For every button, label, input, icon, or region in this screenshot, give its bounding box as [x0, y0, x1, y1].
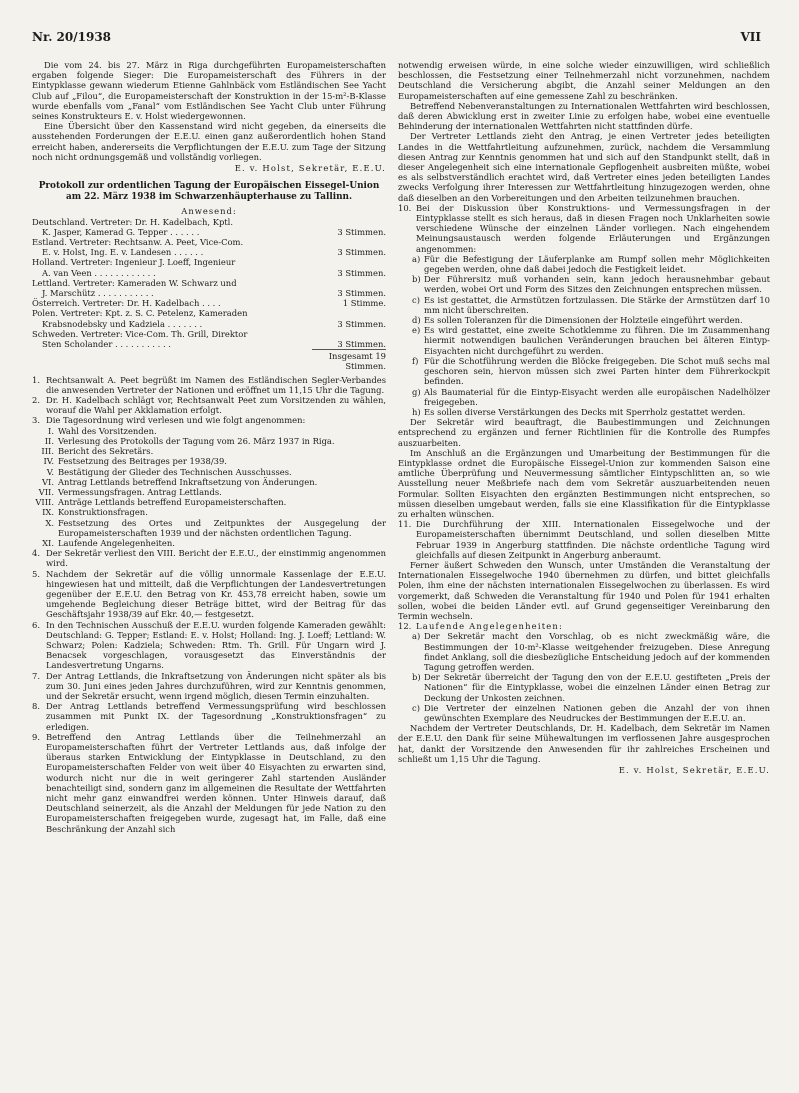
agenda-item — [32, 487, 386, 497]
item-number: 11. — [398, 519, 412, 530]
agenda-number: IX. — [42, 507, 54, 518]
attendee-votes: 3 Stimmen. — [337, 226, 386, 237]
agenda-text: Antrag Lettlands betreffend Inkraftsetzung von Änderungen. — [58, 476, 318, 487]
agenda-item — [32, 467, 386, 477]
item-text: Der Sekretär verliest den VIII. Bericht der E.E.U., der einstimmig angenommen wird. — [46, 548, 386, 569]
attendee-votes: 3 Stimmen. — [337, 339, 386, 350]
letter-text: Für die Schotführung werden die Blöcke freigegeben. Die Schot muß sechs mal geschoren sein, hiervon müssen sich zwei Parten hinter dem Führerkockpit befinden. — [424, 355, 770, 387]
agenda-number: VI. — [41, 476, 54, 487]
numbered-item — [32, 395, 386, 415]
agenda-text: Bestätigung der Glieder des Technischen Ausschusses. — [58, 466, 292, 477]
paragraph: Im Anschluß an die Ergänzungen und Umarbeitung der Bestimmungen für die Eintypklasse ordnet die Europäische Eissegel-Union zur kommenden Saison eine amtliche Überprüfung und Neuvermessung sämtlicher Eintypschlitten an, so wie Ausstellung neuer Meßbriefe nach dem vom Sekretär auszuarbeitenden neuen Formular. Sollten Eisyachten den ergänzten Bestimmungen nicht entsprechen, so müssen dieselben umgebaut werden, falls sie eine Klassifikation für die Eintypklasse zu erhalten wünschen. — [398, 447, 770, 519]
attendee-line: Estland. Vertreter: Rechtsanw. A. Peet, Vice-Com. — [32, 237, 244, 248]
attendee-entry — [32, 217, 386, 237]
letter-item — [398, 703, 770, 723]
letter-item — [398, 387, 770, 407]
letter-key: b) — [412, 274, 421, 285]
attendee-line: K. Jasper, Kamerad G. Tepper . . . . . . — [42, 226, 200, 237]
attendee-entry — [32, 278, 386, 298]
attendee-entry — [32, 298, 386, 308]
attendee-line: A. van Veen . . . . . . . . . . . . — [42, 267, 156, 278]
paragraph: Ferner äußert Schweden den Wunsch, unter Umständen die Veranstaltung der Internationalen Eissegelwoche 1940 übernehmen zu dürfen, und bittet gleichfalls Polen, ihm eine der nächsten internationalen Eissegelwochen zu überlassen. Es wird vorgemerkt, daß Schweden die Veranstaltung für 1940 und Polen für 1941 erhalten sollen, wobei die beiden Länder evtl. auf Grund gegenseitiger Vereinbarung den Termin wechseln. — [398, 559, 770, 621]
letter-item — [398, 254, 770, 274]
letter-key: c) — [412, 702, 420, 713]
letter-item — [398, 315, 770, 325]
attendee-line: Lettland. Vertreter: Kameraden W. Schwarz und — [32, 277, 237, 288]
attendee-votes: 1 Stimme. — [342, 298, 386, 309]
attendee-line: E. v. Holst, Ing. E. v. Landesen . . . . . . — [42, 247, 204, 258]
left-column — [32, 60, 386, 834]
votes-total: Insgesamt 19 Stimmen. — [312, 349, 386, 371]
agenda-number: IV. — [43, 456, 54, 467]
attendee-votes: 3 Stimmen. — [337, 267, 386, 278]
agenda-item — [32, 538, 386, 548]
letter-text: Es sollen diverse Verstärkungen des Decks mit Sperrholz gestattet werden. — [424, 406, 746, 417]
signature: E. v. Holst, Sekretär, E.E.U. — [234, 163, 386, 174]
numbered-item — [32, 732, 386, 834]
attendee-votes: 3 Stimmen. — [337, 318, 386, 329]
attendee-entry — [32, 329, 386, 349]
letter-item — [398, 274, 770, 294]
signature: E. v. Holst, Sekretär, E.E.U. — [618, 765, 770, 776]
intro-paragraph: Die vom 24. bis 27. März in Riga durchgeführten Europameisterschaften ergaben folgende Sieger: Die Europameisterschaft des Führers in der Eintypklasse gewann wiederum Etienne Gahlnbäck vom Estländischen See Yacht Club auf „Filou“, die Europameisterschaft der Konstruktion in der 15-m²-B-Klasse wurde ebenfalls vom „Fanal“ vom Estländischen See Yacht Club unter Führung seines Konstrukteurs E. v. Holst wiedergewonnen. — [32, 60, 386, 122]
issue-number: Nr. 20/1938 — [32, 30, 112, 44]
numbered-item — [32, 671, 386, 702]
letter-text: Es wird gestattet, eine zweite Schotklemme zu führen. Die im Zusammenhang hiermit notwendigen baulichen Veränderungen brauchen bei älteren Eintyp-Eisyachten nicht durchgeführt zu werden. — [424, 325, 770, 356]
letter-key: a) — [412, 631, 421, 642]
letter-item — [398, 325, 770, 356]
letter-key: a) — [412, 253, 421, 264]
agenda-number: VIII. — [35, 497, 54, 508]
attendee-line: Österreich. Vertreter: Dr. H. Kadelbach . . . . — [32, 298, 221, 309]
agenda-list — [32, 426, 386, 548]
item-number: 2. — [32, 395, 40, 406]
agenda-item — [32, 518, 386, 538]
letter-key: c) — [412, 294, 420, 305]
letter-text: Der Sekretär macht den Vorschlag, ob es nicht zweckmäßig wäre, die Bestimmungen der 10-m²-Klasse weitgehender freizugeben. Diese Anregung findet Anklang, soll die diesbezügliche Entscheidung jedoch auf der kommenden Tagung getroffen werden. — [424, 631, 770, 672]
attendees-heading: Anwesend: — [181, 206, 237, 217]
agenda-item — [32, 446, 386, 456]
item-text: Bei der Diskussion über Konstruktions- und Vermessungsfragen in der Eintypklasse stellt es sich heraus, daß in diesen Fragen noch Unklarheiten sowie verschiedene Wünsche der einzelnen Länder vorliegen. Nach eingehendem Meinungsaustausch werden folgende Erläuterungen und Ergänzungen angenommen: — [416, 202, 770, 254]
closing-paragraph: Nachdem der Vertreter Deutschlands, Dr. H. Kadelbach, dem Sekretär im Namen der E.E.U. den Dank für seine Mühewaltungen im verflossenen Jahre ausgesprochen hat, dankt der Vorsitzende den Anwesenden für ihr zahlreiches Erscheinen und schließt um 1,15 Uhr die Tagung. — [398, 723, 770, 764]
numbered-item — [32, 620, 386, 671]
intro-paragraph: Eine Übersicht über den Kassenstand wird nicht gegeben, da einerseits die ausstehenden Forderungen der E.E.U. einen ganz außerordentlich hohen Stand erreicht haben, andererseits die Verpflichtungen der E.E.U. zum Tage der Sitzung noch nicht ordnungsgemäß und vollständig vorliegen. — [32, 121, 386, 162]
letter-text: Der Führersitz muß vorhanden sein, kann jedoch herausnehmbar gebaut werden, wobei Ort und Form des Sitzes den Zeichnungen entsprechen müssen. — [424, 274, 770, 295]
agenda-item — [32, 426, 386, 436]
page-number: VII — [740, 30, 761, 44]
item-number: 10. — [398, 202, 412, 213]
agenda-item — [32, 456, 386, 466]
agenda-text: Verlesung des Protokolls der Tagung vom 26. März 1937 in Riga. — [58, 435, 335, 446]
letter-text: Es sollen Toleranzen für die Dimensionen der Holzteile eingeführt werden. — [424, 315, 743, 326]
right-column — [398, 60, 770, 783]
agenda-text: Vermessungsfragen. Antrag Lettlands. — [58, 486, 222, 497]
agenda-text: Konstruktionsfragen. — [58, 507, 148, 518]
letter-key: g) — [412, 386, 421, 397]
paragraph: Betreffend Nebenveranstaltungen zu Internationalen Wettfahrten wird beschlossen, daß deren Abwicklung erst in zweiter Linie zu erfolgen habe, wobei eine eventuelle Behinderung der internationalen Wettfahrten nicht stattfinden dürfe. — [398, 100, 770, 132]
agenda-text: Wahl des Vorsitzenden. — [58, 425, 157, 436]
item-text: In den Technischen Ausschuß der E.E.U. wurden folgende Kameraden gewählt: Deutschland: G. Tepper; Estland: E. v. Holst; Holland: Ing. J. Loeff; Lettland: W. Schwarz; Polen: Kadziela; Schweden: Rtm. Th. Grill. Für Ungarn wird J. Benacsek vorgeschlagen, vorausgesetzt das Einverständnis der Landesvertretung Ungarns. — [46, 619, 386, 671]
letter-key: h) — [412, 406, 421, 417]
attendee-entry — [32, 237, 386, 257]
agenda-text: Festsetzung des Ortes und Zeitpunktes der Ausgegelung der Europameisterschaften 1939 und der nächsten ordentlichen Tagung. — [58, 517, 386, 538]
numbered-item — [398, 203, 770, 254]
item-text: Die Tagesordnung wird verlesen und wie folgt angenommen: — [46, 415, 306, 426]
attendee-line: Schweden. Vertreter: Vice-Com. Th. Grill, Direktor — [32, 328, 248, 339]
attendees-list — [32, 217, 386, 350]
item-text: Laufende Angelegenheiten: — [416, 621, 564, 632]
attendee-line: Polen. Vertreter: Kpt. z. S. C. Petelenz, Kameraden — [32, 308, 248, 319]
item-number: 3. — [32, 415, 40, 426]
paragraph: Der Sekretär wird beauftragt, die Baubestimmungen und Zeichnungen entsprechend zu ergänzen und ferner Richtlinien für die Kontrolle des Rumpfes auszuarbeiten. — [398, 417, 770, 448]
numbered-item — [398, 621, 770, 631]
agenda-number: II. — [44, 435, 54, 446]
paragraph: Der Vertreter Lettlands zieht den Antrag, je einen Vertreter jedes beteiligten Landes in die Wettfahrtleitung aufzunehmen, zurück, nachdem die Versammlung diesen Antrag zur Kenntnis genommen hat und sich auf den Standpunkt stellt, daß in dieser Angelegenheit sich eine internationale Gepflogenheit ausbreiten müßte, wobei es als selbstverständlich erachtet wird, daß Vertreter eines jeden beteiligten Landes zwecks Verfolgung ihrer Interessen zur Wettfahrtleitung hinzugezogen werden, ohne daß dieselben an den Vorbereitungen und den Arbeiten teilzunehmen brauchen. — [398, 131, 770, 203]
numbered-item — [32, 375, 386, 395]
agenda-text: Anträge Lettlands betreffend Europameisterschaften. — [58, 497, 287, 508]
item-number: 6. — [32, 619, 40, 630]
attendee-line: Krabsnodebsky und Kadziela . . . . . . . — [42, 318, 203, 329]
numbered-item — [398, 519, 770, 560]
agenda-item — [32, 436, 386, 446]
letter-item — [398, 295, 770, 315]
agenda-item — [32, 477, 386, 487]
letter-item — [398, 407, 770, 417]
letter-key: e) — [412, 325, 421, 336]
attendee-entry — [32, 257, 386, 277]
agenda-item — [32, 507, 386, 517]
item-number: 12. — [398, 621, 412, 632]
attendee-votes: 3 Stimmen. — [337, 288, 386, 299]
item-text: Dr. H. Kadelbach schlägt vor, Rechtsanwalt Peet zum Vorsitzenden zu wählen, worauf die Wahl per Akklamation erfolgt. — [46, 395, 386, 416]
attendee-votes: 3 Stimmen. — [337, 247, 386, 258]
letter-item — [398, 356, 770, 387]
attendee-line: Holland. Vertreter: Ingenieur J. Loeff, Ingenieur — [32, 257, 236, 268]
agenda-item — [32, 497, 386, 507]
item-text: Der Antrag Lettlands betreffend Vermessungsprüfung wird beschlossen zusammen mit Punkt IX. der Tagesordnung „Konstruktionsfragen“ zu erledigen. — [46, 701, 386, 732]
attendee-line: Deutschland. Vertreter: Dr. H. Kadelbach, Kptl. — [32, 216, 234, 227]
item-text: Die Durchführung der XIII. Internationalen Eissegelwoche und der Europameisterschaften übernimmt Deutschland, und sollen dieselben Mitte Februar 1939 in Angerburg stattfinden. Die nächste ordentliche Tagung wird gleichfalls auf diesen Zeitpunkt in Angerburg anberaumt. — [416, 519, 770, 560]
letter-item — [398, 672, 770, 703]
item-text: Der Antrag Lettlands, die Inkraftsetzung von Änderungen nicht später als bis zum 30. Juni eines jeden Jahres durchzuführen, wird zur Kenntnis genommen, und der Sekretär ersucht, wenn irgend möglich, diesen Termin einzuhalten. — [46, 670, 386, 701]
agenda-number: VII. — [38, 486, 54, 497]
paragraph: notwendig erweisen würde, in eine solche wieder einzuwilligen, wird schließlich beschlossen, die Festsetzung einer Teilnehmerzahl nicht vorzunehmen, nachdem Deutschland die Versicherung abgibt, die Anzahl seiner Meldungen an den Europameisterschaften auf eine gemessene Zahl zu beschränken. — [398, 60, 770, 101]
letter-text: Für die Befestigung der Läuferplanke am Rumpf sollen mehr Möglichkeiten gegeben werden, ohne daß dabei jedoch die Festigkeit leidet. — [424, 253, 770, 275]
numbered-item — [32, 548, 386, 568]
agenda-number: III. — [41, 446, 54, 457]
item-text: Rechtsanwalt A. Peet begrüßt im Namen des Estländischen Segler-Verbandes die anwesenden Vertreter der Nationen und eröffnet um 11,15 Uhr die Tagung. — [46, 374, 386, 395]
agenda-number: X. — [45, 517, 54, 528]
agenda-text: Festsetzung des Beitrages per 1938/39. — [58, 456, 227, 467]
numbered-item — [32, 701, 386, 732]
letter-key: d) — [412, 315, 421, 326]
letter-key: b) — [412, 672, 421, 683]
agenda-number: XI. — [42, 537, 54, 548]
agenda-number: V. — [46, 466, 54, 477]
item-number: 4. — [32, 548, 40, 559]
item-number: 5. — [32, 568, 40, 579]
attendee-entry — [32, 308, 386, 328]
agenda-text: Bericht des Sekretärs. — [58, 446, 154, 457]
agenda-text: Laufende Angelegenheiten. — [58, 537, 175, 548]
item-text: Betreffend den Antrag Lettlands über die Teilnehmerzahl an Europameisterschaften führt der Vertreter Lettlands aus, daß infolge der überaus starken Entwicklung der Eintypklasse in Deutschland, zu den Europameisterschaften Felder von weit über 40 Eisyachten zu erwarten sind, wodurch nicht nur die in weit geringerer Zahl startenden Ausländer benachteiligt sind, sondern ganz im allgemeinen die Resultate der Wettfahrten nicht mehr ganz einwandfrei werden können. Unter Hinweis darauf, daß Deutschland seinerzeit, als die Anzahl der Meldungen für jede Nation zu den Europameisterschaften freigegeben wurde, zugesagt hat, im Falle, daß eine Beschränkung der Anzahl sich — [46, 731, 386, 834]
letter-list — [398, 631, 770, 723]
agenda-number: I. — [48, 425, 54, 436]
item-number: 7. — [32, 670, 40, 681]
letter-text: Als Baumaterial für die Eintyp-Eisyacht werden alle europäischen Nadelhölzer freigegeben. — [424, 386, 770, 407]
letter-text: Es ist gestattet, die Armstützen fortzulassen. Die Stärke der Armstützen darf 10 mm nicht überschreiten. — [424, 294, 770, 315]
letter-item — [398, 631, 770, 672]
letter-text: Die Vertreter der einzelnen Nationen geben die Anzahl der von ihnen gewünschten Exemplare des Neudruckes der Bestimmungen der E.E.U. an. — [424, 702, 770, 723]
item-text: Nachdem der Sekretär auf die völlig unnormale Kassenlage der E.E.U. hingewiesen hat und mitteilt, daß die Verpflichtungen der Landesvertretungen gegenüber der E.E.U. den Betrag von Kr. 453,78 erreicht haben, sowie um umgehende Begleichung dieser Beträge bittet, wird der Beitrag für das Geschäftsjahr 1938/39 auf Ekr. 40,— festgesetzt. — [46, 568, 386, 620]
numbered-item — [32, 569, 386, 620]
protocol-title: Protokoll zur ordentlichen Tagung der Europäischen Eissegel-Union am 22. März 1938 im Schwarzenhäupterhause zu Tallinn. — [38, 181, 380, 202]
letter-key: f) — [412, 355, 419, 366]
letter-text: Der Sekretär überreicht der Tagung den von der E.E.U. gestifteten „Preis der Nationen“ für die Eintypklasse, wobei die einzelnen Länder einen Betrag zur Deckung der Unkosten zeichnen. — [424, 672, 770, 703]
attendee-line: Sten Scholander . . . . . . . . . . . — [42, 339, 171, 350]
item-number: 1. — [32, 374, 40, 385]
numbered-item — [32, 415, 386, 425]
letter-list — [398, 254, 770, 417]
item-number: 9. — [32, 731, 40, 742]
item-number: 8. — [32, 701, 40, 712]
attendee-line: J. Marschütz . . . . . . . . . . . — [42, 288, 154, 299]
